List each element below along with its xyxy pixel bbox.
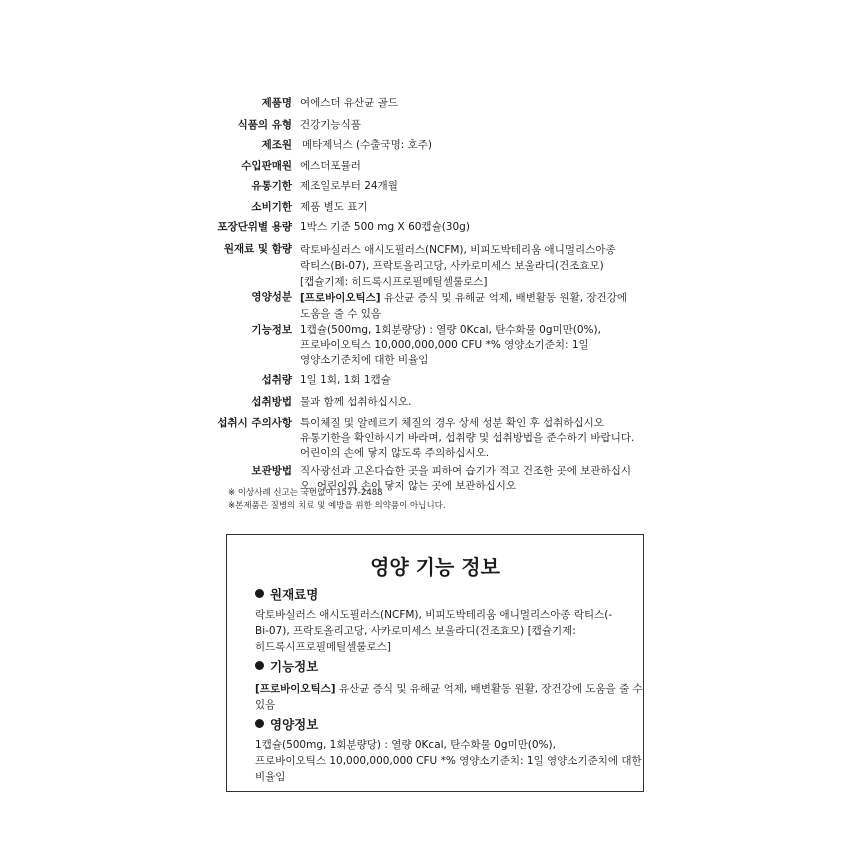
box-title: 영양 기능 정보 — [370, 555, 500, 579]
probiotics-tag: [프로바이오틱스] — [300, 292, 381, 304]
spec-label: 포장단위별 용량 — [217, 221, 292, 233]
spec-label: 유통기한 — [251, 180, 292, 192]
section-body-function: [프로바이오틱스] 유산균 증식 및 유해균 억제, 배변활동 원활, 장건강에 도움을 줄 수 있음 — [255, 683, 643, 711]
spec-value: 에스더포뮬러 — [300, 160, 361, 172]
spec-value: 1박스 기준 500 mg X 60캡슐(30g) — [300, 221, 470, 233]
section-body-nutrition: 1캡슐(500mg, 1회분량당) : 열량 0Kcal, 탄수화물 0g미만(0%), 프로바이오틱스 10,000,000,000 CFU *% 영양소기준치: 1일 영양소기준치에 대한 비율임 — [255, 739, 642, 783]
spec-value: 메타제닉스 (수출국명: 호주) — [302, 139, 432, 151]
spec-value: 여에스더 유산균 골드 — [300, 97, 398, 109]
spec-value: 1캡슐(500mg, 1회분량당) : 열량 0Kcal, 탄수화물 0g미만(0%), 프로바이오틱스 10,000,000,000 CFU *% 영양소기준치: 1일 영양소기준치에 대한 비율임 — [300, 324, 601, 366]
spec-value: [프로바이오틱스] 유산균 증식 및 유해균 억제, 배변활동 원활, 장건강에 도움을 줄 수 있음 — [300, 292, 627, 320]
spec-label: 기능정보 — [251, 324, 292, 336]
spec-label: 제품명 — [261, 97, 292, 109]
spec-value: 제품 별도 표기 — [300, 201, 368, 213]
spec-value: 제조일로부터 24개월 — [300, 180, 398, 192]
section-heading-ingredients: 원재료명 — [255, 587, 318, 603]
spec-label: 섭취방법 — [251, 396, 292, 408]
spec-label: 원재료 및 함량 — [223, 243, 292, 255]
nutrition-function-info-box — [226, 534, 644, 792]
spec-label: 보관방법 — [251, 465, 292, 477]
bullet-icon — [255, 661, 264, 670]
adverse-event-note: ※ 이상사례 신고는 국번없이 1577-2488 — [228, 488, 383, 498]
section-heading-nutrition: 영양정보 — [255, 717, 318, 733]
spec-label: 소비기한 — [251, 201, 292, 213]
spec-label: 섭취시 주의사항 — [217, 417, 292, 429]
spec-label: 식품의 유형 — [237, 119, 292, 131]
spec-value: 건강기능식품 — [300, 119, 361, 131]
spec-value: 직사광선과 고온다습한 곳을 피하여 습기가 적고 건조한 곳에 보관하십시 오. 어린이의 손이 닿지 않는 곳에 보관하십시오 — [300, 465, 631, 492]
spec-value: 물과 함께 섭취하십시오. — [300, 396, 412, 408]
spec-label: 섭취량 — [261, 374, 292, 386]
bullet-icon — [255, 719, 264, 728]
section-heading-function: 기능정보 — [255, 659, 318, 675]
spec-label: 수입판매원 — [241, 160, 292, 172]
probiotics-tag: [프로바이오틱스] — [255, 683, 336, 695]
spec-value: 락토바실러스 애시도필러스(NCFM), 비피도박테리움 애니멀리스아종 락티스(Bi-07), 프락토올리고당, 사카로미세스 보울라디(건조효모) [캡슐기제: 히드록시프로필메틸셀룰로스] — [300, 244, 616, 288]
spec-value: 특이체질 및 알레르기 체질의 경우 상세 성분 확인 후 섭취하십시오 유통기한을 확인하시기 바라며, 섭취량 및 섭취방법을 준수하기 바랍니다. 어린이의 손에 닿지 않도록 주의하십시오. — [300, 417, 635, 459]
spec-value: 1일 1회, 1회 1캡슐 — [300, 374, 391, 386]
spec-label: 제조원 — [261, 139, 292, 151]
not-medicine-note: ※본제품은 질병의 치료 및 예방을 위한 의약품이 아닙니다. — [228, 501, 446, 511]
bullet-icon — [255, 589, 264, 598]
spec-label: 영양성분 — [251, 291, 292, 303]
disclaimer-notes — [228, 487, 446, 513]
section-body-ingredients: 락토바실러스 애시도필러스(NCFM), 비피도박테리움 애니멀리스아종 락티스(- Bi-07), 프락토올리고당, 사카로미세스 보울라디(건조효모) [캡슐기제: 히드록시프로필메틸셀룰로스] — [255, 609, 613, 653]
